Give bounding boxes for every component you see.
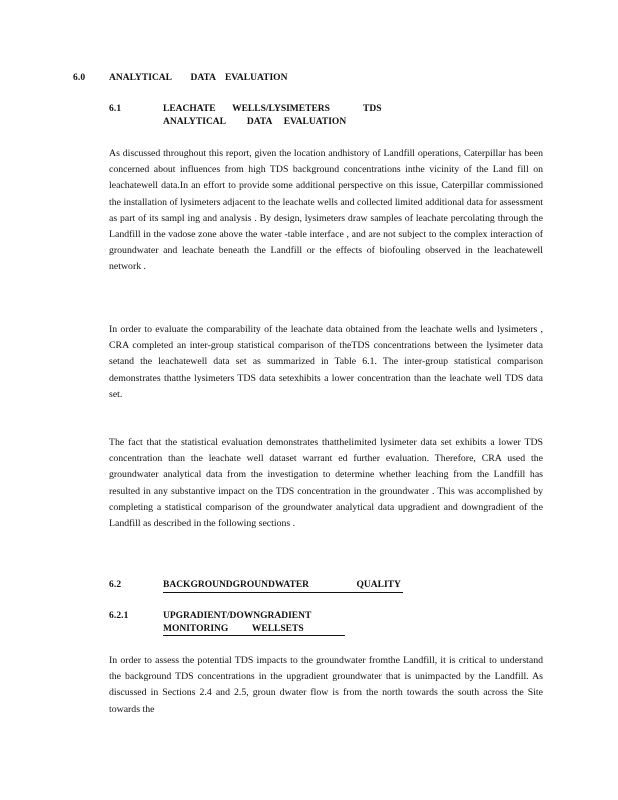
section-6-2-title: BACKGROUNDGROUNDWATER QUALITY [163, 580, 401, 590]
paragraph-1: As discussed throughout this report, given the location andhistory of Landfill operations, Caterpillar has been concerned about influences from high TDS background concentrations inthe vicinity of the Land fill on leachatewell data.In an effort to provide some additional perspective on this issue, Caterpillar commissioned the installation of lysimeters adjacent to the leachate wells and collected limited additional data for assessment as part of its sampl ing and analysis . By design, lysimeters draw samples of leachate percolating through the Landfill in the vadose zone above the water -table interface , and are not subject to the complex interaction of groundwater and leachate beneath the Landfill or the effects of biofouling observed in the leachatewell network . [109, 148, 543, 273]
section-6-2-underline [163, 592, 403, 593]
section-6-2-number: 6.2 [109, 580, 122, 590]
section-6-2-1-title-line2: MONITORING WELLSETS [163, 624, 304, 634]
section-6-1-title-line1: LEACHATE WELLS/LYSIMETERS TDS [163, 104, 382, 114]
paragraph-6-2-1: In order to assess the potential TDS impacts to the groundwater fromthe Landfill, it is critical to understand the background TDS concentrations in the upgradient groundwater that is unimpacted by the Landfill. As discussed in Sections 2.4 and 2.5, groun dwater flow is from the north towards the south across the Site towards the [109, 655, 543, 715]
section-6-1-number: 6.1 [109, 104, 122, 114]
section-6-1-title-line2: ANALYTICAL DATA EVALUATION [163, 117, 347, 127]
section-6-number: 6.0 [73, 73, 86, 83]
paragraph-3: The fact that the statistical evaluation demonstrates thatthelimited lysimeter data set exhibits a lower TDS concentration than the leachate well dataset warrant ed further evaluation. Therefore, CRA used the groundwater analytical data from the investigation to determine whether leaching from the Landfill has resulted in any substantive impact on the TDS concentration in the groundwater . This was accomplished by completing a statistical comparison of the groundwater analytical data upgradient and downgradient of the Landfill as described in the following sections . [109, 437, 543, 530]
paragraph-2: In order to evaluate the comparability of the leachate data obtained from the leachate wells and lysimeters , CRA completed an inter-group statistical comparison of theTDS concentrations between the lysimeter data setand the leachatewell data set as summarized in Table 6.1. The inter-group statistical comparison demonstrates thatthe lysimeters TDS data setexhibits a lower concentration than the leachate well TDS data set. [109, 324, 543, 400]
section-6-2-1-title-line1: UPGRADIENT/DOWNGRADIENT [163, 611, 312, 621]
section-6-2-1-number: 6.2.1 [109, 611, 129, 621]
section-6-2-1-underline [163, 635, 345, 636]
section-6-title: ANALYTICAL DATA EVALUATION [109, 73, 288, 83]
